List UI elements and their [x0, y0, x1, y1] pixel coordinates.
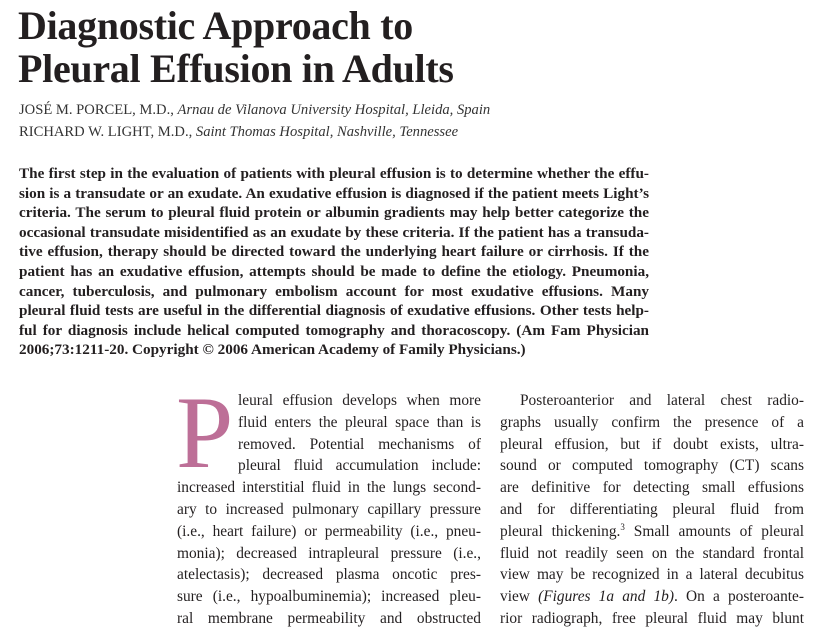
body-line — [500, 521, 804, 543]
abstract-line: criteria. The serum to pleural fluid protein or albumin gradients may help better categorize the — [19, 204, 649, 222]
body-line: and for differentiating pleural fluid from — [500, 500, 804, 518]
author-name: RICHARD W. LIGHT, M.D., — [19, 124, 193, 140]
author-entry — [19, 121, 490, 143]
body-line: pleural effusion, but if doubt exists, ultra- — [500, 435, 804, 453]
body-line: graphs usually confirm the presence of a — [500, 413, 804, 431]
body-line: fluid not readily seen on the standard frontal — [500, 544, 804, 562]
body-line: sound or computed tomography (CT) scans — [500, 457, 804, 475]
abstract-line: pleural fluid tests are useful in the differential diagnosis of exudative effusions. Other tests help- — [19, 302, 649, 320]
body-column-1 — [176, 376, 481, 630]
body-line: ary to increased pulmonary capillary pressure — [177, 500, 481, 518]
body-line: fluid enters the pleural space than is — [238, 413, 481, 431]
body-text: . On a posteroante- — [673, 588, 805, 606]
body-line: increased interstitial fluid in the lungs second- — [177, 479, 481, 497]
body-line: monia); decreased intrapleural pressure (i.e., — [177, 544, 481, 562]
author-name: JOSÉ M. PORCEL, M.D., — [19, 102, 174, 118]
body-line — [500, 586, 804, 608]
abstract-line: patient has an exudative effusion, attempts should be made to define the etiology. Pneumonia, — [19, 262, 649, 280]
author-list — [19, 99, 490, 143]
body-line: pleural fluid accumulation include: — [238, 457, 481, 475]
abstract-line: occasional transudate misidentified as an exudate by these criteria. If the patient has a transuda- — [19, 223, 649, 241]
body-column-2 — [500, 390, 804, 630]
abstract-line: 2006;73:1211-20. Copyright © 2006 American Academy of Family Physicians.) — [19, 341, 526, 359]
citation-reference[interactable]: 3 — [620, 521, 625, 532]
drop-cap: P — [176, 376, 234, 490]
abstract-line: The first step in the evaluation of patients with pleural effusion is to determine whether the effu- — [19, 165, 649, 182]
abstract-line: ful for diagnosis include helical computed tomography and thoracoscopy. (Am Fam Physician — [19, 321, 649, 339]
author-affiliation: Arnau de Vilanova University Hospital, Lleida, Spain — [177, 102, 491, 118]
body-line: (i.e., heart failure) or permeability (i.e., pneu- — [177, 522, 481, 540]
body-line: Posteroanterior and lateral chest radio- — [520, 392, 804, 409]
author-entry — [19, 99, 490, 121]
body-line: sure (i.e., hypoalbuminemia); increased pleu- — [177, 588, 481, 606]
abstract-line: cancer, tuberculosis, and pulmonary embolism account for most exudative effusions. Many — [19, 282, 649, 300]
article-title — [18, 4, 454, 90]
body-line: atelectasis); decreased plasma oncotic pres- — [177, 566, 481, 584]
body-line: rior radiograph, free pleural fluid may blunt — [500, 609, 804, 627]
title-line: Diagnostic Approach to — [18, 3, 413, 48]
abstract — [19, 164, 649, 360]
abstract-line: sion is a transudate or an exudate. An exudative effusion is diagnosed if the patient meets Light’s — [19, 184, 649, 202]
author-affiliation: Saint Thomas Hospital, Nashville, Tennessee — [195, 124, 459, 140]
figure-reference[interactable]: (Figures 1a and 1b) — [538, 588, 674, 606]
body-line: are definitive for detecting small effusions — [500, 479, 804, 497]
body-text: view — [500, 588, 539, 606]
title-line: Pleural Effusion in Adults — [18, 46, 454, 91]
body-line: leural effusion develops when more — [238, 392, 481, 409]
body-line: removed. Potential mechanisms of — [238, 435, 481, 453]
abstract-line: tive effusion, therapy should be directed toward the underlying heart failure or cirrhosis. If the — [19, 243, 649, 261]
body-text: pleural thickening. — [500, 522, 621, 540]
body-text: Small amounts of pleural — [624, 522, 804, 540]
body-line: view may be recognized in a lateral decubitus — [500, 566, 804, 584]
body-line: ral membrane permeability and obstructed — [177, 609, 481, 627]
